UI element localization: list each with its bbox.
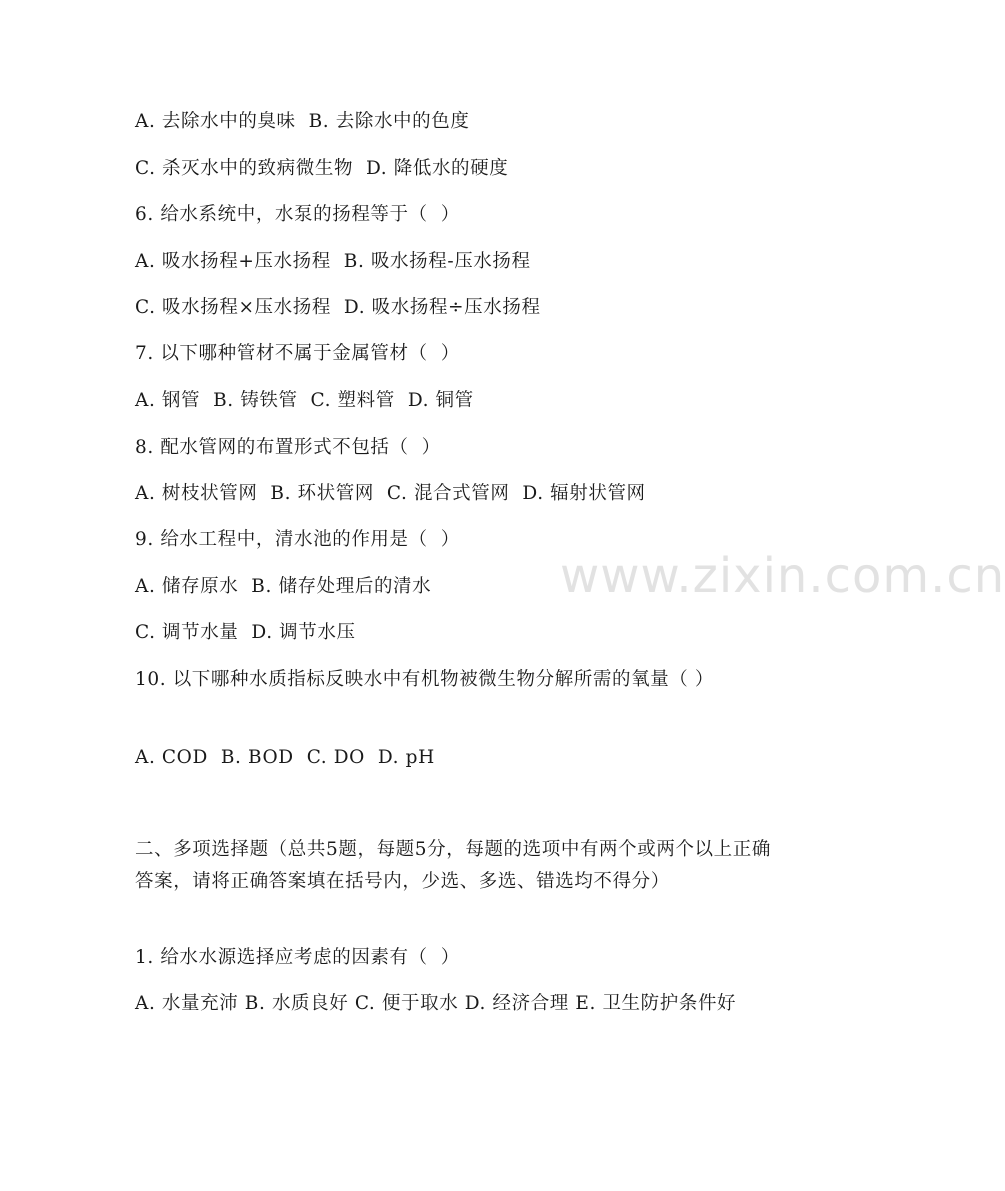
option-line-q6-cd: C. 吸水扬程×压水扬程 D. 吸水扬程÷压水扬程 (135, 297, 541, 318)
section-heading-multiple-choice: 二、多项选择题（总共5题，每题5分，每题的选项中有两个或两个以上正确答案，请将正确答案填在括号内，少选、多选、错选均不得分） (135, 839, 771, 892)
option-line-q5-cd: C. 杀灭水中的致病微生物 D. 降低水的硬度 (135, 158, 509, 179)
option-line-q9-cd: C. 调节水量 D. 调节水压 (135, 622, 356, 643)
question-8: 8. 配水管网的布置形式不包括（ ） (135, 437, 441, 458)
option-line-q7: A. 钢管 B. 铸铁管 C. 塑料管 D. 铜管 (135, 390, 474, 411)
question-9: 9. 给水工程中，清水池的作用是（ ） (135, 529, 460, 550)
option-line-q6-ab: A. 吸水扬程+压水扬程 B. 吸水扬程-压水扬程 (135, 251, 531, 272)
option-line-q8: A. 树枝状管网 B. 环状管网 C. 混合式管网 D. 辐射状管网 (135, 483, 646, 504)
watermark: www.zixin.com.cn (560, 548, 1005, 604)
option-line-multi-1: A. 水量充沛 B. 水质良好 C. 便于取水 D. 经济合理 E. 卫生防护条件好 (135, 993, 737, 1014)
question-6: 6. 给水系统中，水泵的扬程等于（ ） (135, 204, 460, 225)
question-7: 7. 以下哪种管材不属于金属管材（ ） (135, 343, 460, 364)
question-multi-1: 1. 给水水源选择应考虑的因素有（ ） (135, 947, 460, 968)
question-10: 10. 以下哪种水质指标反映水中有机物被微生物分解所需的氧量（ ） (135, 669, 714, 690)
option-line-q10: A. COD B. BOD C. DO D. pH (135, 747, 435, 768)
option-line-q5-ab: A. 去除水中的臭味 B. 去除水中的色度 (135, 111, 470, 132)
option-line-q9-ab: A. 储存原水 B. 储存处理后的清水 (135, 576, 432, 597)
